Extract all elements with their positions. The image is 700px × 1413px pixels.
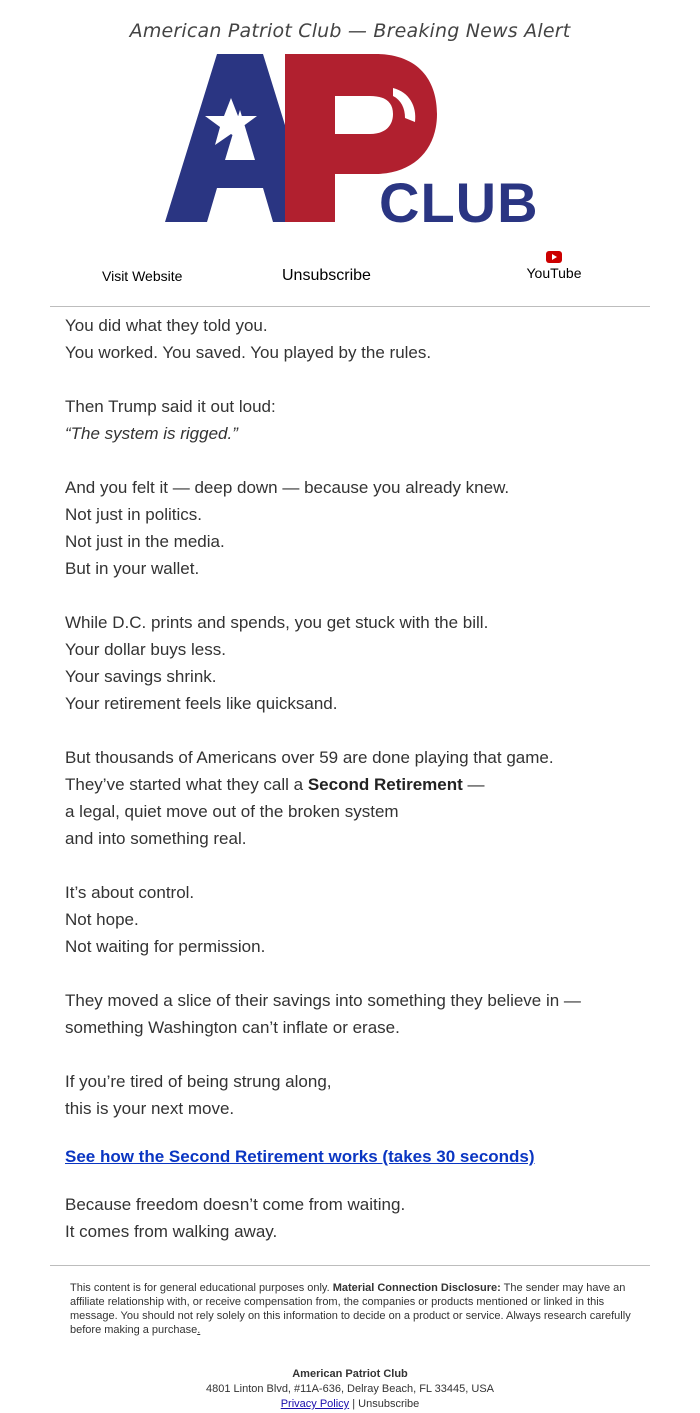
footer-separator: | [349, 1398, 359, 1410]
body-line: It’s about control. [65, 883, 195, 902]
body-line: If you’re tired of being strung along, [65, 1072, 332, 1091]
closing-line: Because freedom doesn’t come from waiting. [65, 1195, 406, 1214]
body-line-second-retirement [65, 771, 645, 798]
nav-row [0, 250, 700, 290]
second-retirement-cta-link[interactable]: See how the Second Retirement works (takes 30 seconds) [65, 1147, 535, 1166]
paragraph-2 [65, 393, 645, 447]
paragraph-1 [65, 312, 645, 366]
body-line: a legal, quiet move out of the broken system [65, 802, 399, 821]
closing-text [65, 1191, 405, 1245]
youtube-link[interactable] [526, 250, 582, 281]
logo-club-text: CLUB [379, 171, 539, 230]
body-line: Not just in the media. [65, 532, 225, 551]
disclaimer-end-link[interactable]: . [197, 1324, 201, 1336]
footer-address: 4801 Linton Blvd, #11A-636, Delray Beach, FL 33445, USA [205, 1383, 494, 1395]
body-line: They moved a slice of their savings into something they believe in — [65, 991, 581, 1010]
paragraph-5 [65, 744, 645, 852]
header-title: American Patriot Club — Breaking News Alert [129, 20, 571, 42]
visit-website-link[interactable]: Visit Website [102, 268, 183, 284]
youtube-icon [546, 251, 562, 263]
paragraph-3 [65, 474, 645, 582]
closing-line: It comes from walking away. [65, 1222, 278, 1241]
paragraph-6 [65, 879, 645, 960]
body-line: Then Trump said it out loud: [65, 397, 276, 416]
body-line: Not hope. [65, 910, 139, 929]
email-body [65, 312, 645, 1149]
footer-unsubscribe-link[interactable]: Unsubscribe [358, 1398, 420, 1410]
body-line: You did what they told you. [65, 316, 268, 335]
body-line: Not waiting for permission. [65, 937, 266, 956]
body-line: You worked. You saved. You played by the rules. [65, 343, 432, 362]
disclaimer-intro: This content is for general educational purposes only. [70, 1282, 333, 1294]
body-line: Your dollar buys less. [65, 640, 226, 659]
text-fragment: They’ve started what they call a [65, 775, 308, 794]
disclaimer-body: The sender may have an affiliate relationship with, or receive compensation from, the companies or products mentioned or linked in this message. You should not rely solely on this information to decide on a product or service. Always research carefully before making a purchase [70, 1282, 631, 1336]
body-line: Not just in politics. [65, 505, 202, 524]
body-line: and into something real. [65, 829, 247, 848]
second-retirement-bold: Second Retirement [307, 775, 463, 794]
body-line: But in your wallet. [65, 559, 200, 578]
disclosure-label: Material Connection Disclosure: [332, 1282, 501, 1294]
ap-club-logo[interactable] [165, 52, 545, 230]
divider-top [50, 306, 650, 307]
body-line: But thousands of Americans over 59 are done playing that game. [65, 748, 554, 767]
body-line: While D.C. prints and spends, you get stuck with the bill. [65, 613, 489, 632]
footer-org-name: American Patriot Club [292, 1368, 408, 1380]
body-line: Your retirement feels like quicksand. [65, 694, 338, 713]
divider-bottom [50, 1265, 650, 1266]
quote-line: “The system is rigged.” [65, 424, 238, 443]
body-line: this is your next move. [65, 1099, 235, 1118]
body-line: And you felt it — deep down — because you already knew. [65, 478, 510, 497]
footer-links [281, 1398, 420, 1410]
paragraph-8 [65, 1068, 645, 1122]
body-line: Your savings shrink. [65, 667, 217, 686]
disclaimer-text [70, 1281, 635, 1337]
youtube-label: YouTube [526, 265, 582, 281]
unsubscribe-link[interactable]: Unsubscribe [282, 267, 371, 284]
paragraph-4 [65, 609, 645, 717]
privacy-policy-link[interactable]: Privacy Policy [280, 1398, 350, 1410]
paragraph-7 [65, 987, 645, 1041]
footer [0, 1367, 700, 1412]
body-line: something Washington can’t inflate or erase. [65, 1018, 400, 1037]
text-fragment: — [462, 775, 485, 794]
